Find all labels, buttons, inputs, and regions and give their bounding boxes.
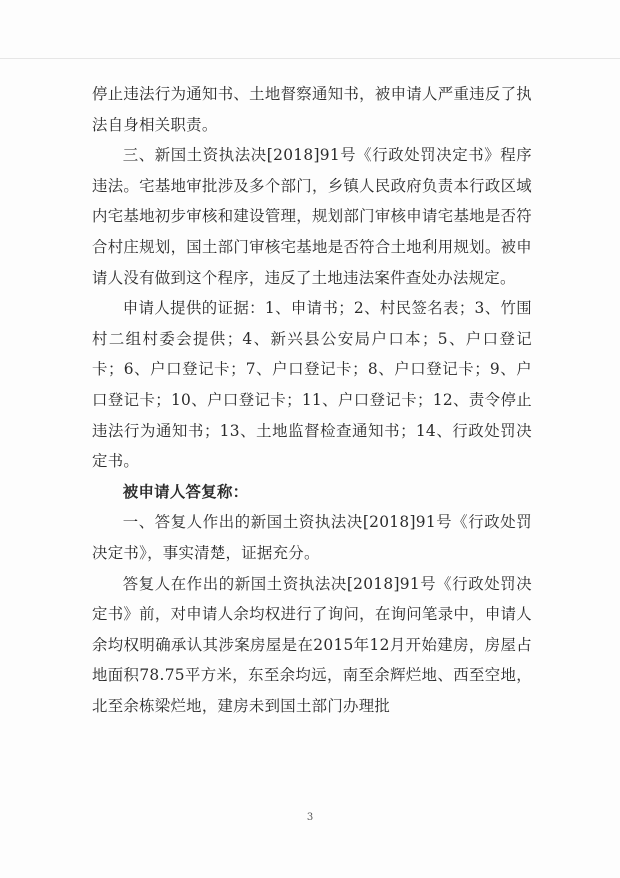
paragraph-procedural-violation: 三、新国土资执法决[2018]91号《行政处罚决定书》程序违法。宅基地审批涉及多个部门，乡镇人民政府负责本行政区域内宅基地初步审核和建设管理，规划部门审核申请宅基地是否符合村庄规划，国土部门审核宅基地是否符合土地利用规划。被申请人没有做到这个程序，违反了土地违法案件查处办法规定。: [92, 146, 532, 287]
paragraph-continuation: 停止违法行为通知书、土地督察通知书，被申请人严重违反了执法自身相关职责。: [92, 85, 532, 134]
paragraph-respondent-heading: 被申请人答复称：: [122, 482, 249, 501]
paragraph-reply-point-one: 一、答复人作出的新国土资执法决[2018]91号《行政处罚决定书》，事实清楚，证据充分。: [92, 513, 532, 562]
page-number: 3: [306, 812, 314, 823]
document-body: [92, 79, 532, 721]
paragraph-applicant-evidence: 申请人提供的证据：1、申请书；2、村民签名表；3、竹围村二组村委会提供；4、新兴县公安局户口本；5、户口登记卡；6、户口登记卡；7、户口登记卡；8、户口登记卡；9、户口登记卡；10、户口登记卡；11、户口登记卡；12、责令停止违法行为通知书；13、土地监督检查通知书；14、行政处罚决定书。: [92, 299, 532, 471]
scan-artifact-line: [0, 58, 620, 59]
paragraph-reply-detail: 答复人在作出的新国土资执法决[2018]91号《行政处罚决定书》前，对申请人余均权进行了询问，在询问笔录中，申请人余均权明确承认其涉案房屋是在2015年12月开始建房，房屋占地面积78.75平方米，东至余均远，南至余辉烂地、西至空地，北至余栋梁烂地，建房未到国土部门办理批: [92, 574, 532, 715]
